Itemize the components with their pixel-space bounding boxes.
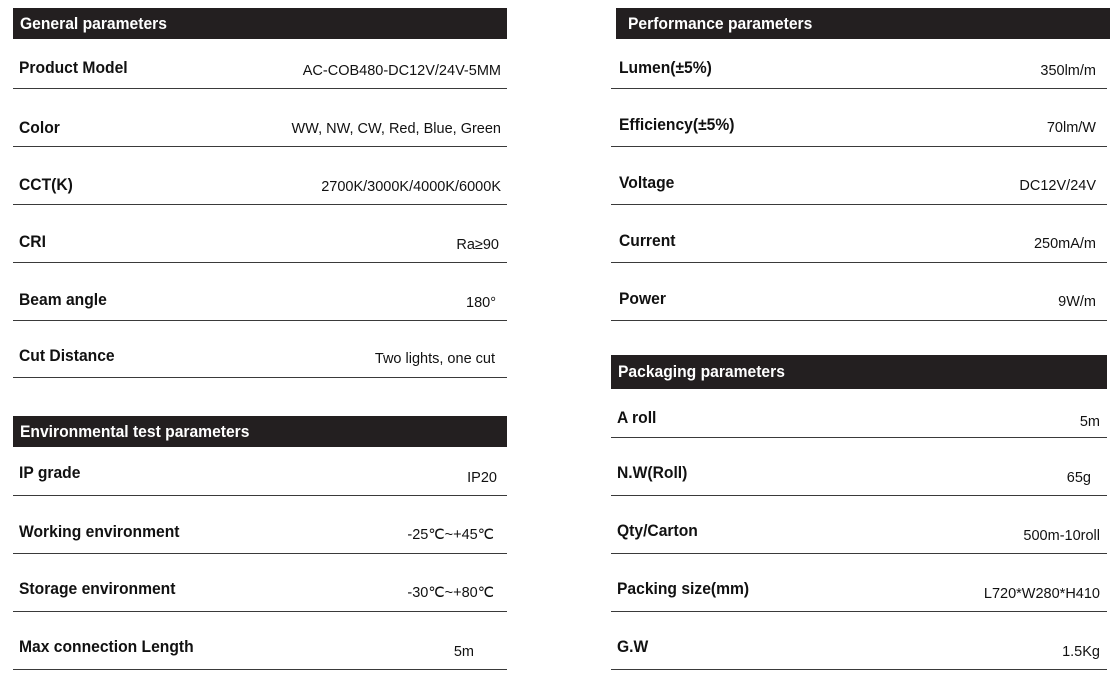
row-value: DC12V/24V bbox=[1019, 178, 1096, 194]
row-label: Color bbox=[19, 118, 60, 137]
table-row bbox=[13, 89, 507, 147]
table-row bbox=[611, 389, 1107, 438]
row-value: 250mA/m bbox=[1033, 236, 1096, 252]
row-label: Qty/Carton bbox=[617, 521, 698, 540]
row-value: 65g bbox=[1066, 470, 1091, 486]
row-value: 5m bbox=[453, 644, 474, 660]
packaging-parameters-title: Packaging parameters bbox=[618, 362, 785, 381]
row-value: 70lm/W bbox=[1046, 120, 1096, 136]
row-label: IP grade bbox=[19, 463, 81, 482]
row-value: 1.5Kg bbox=[1062, 644, 1100, 660]
row-label: Power bbox=[619, 289, 666, 308]
table-row bbox=[13, 263, 507, 321]
row-label: Beam angle bbox=[19, 290, 107, 309]
row-label: CCT(K) bbox=[19, 175, 73, 194]
row-label: CRI bbox=[19, 232, 46, 251]
row-label: N.W(Roll) bbox=[617, 463, 688, 482]
row-label: Current bbox=[619, 231, 676, 250]
row-label: Voltage bbox=[619, 173, 675, 192]
table-row bbox=[611, 31, 1107, 89]
row-value: -25℃~+45℃ bbox=[407, 527, 494, 543]
row-value: L720*W280*H410 bbox=[983, 586, 1100, 602]
row-label: Working environment bbox=[19, 522, 180, 541]
table-row bbox=[611, 496, 1107, 554]
table-row bbox=[611, 147, 1107, 205]
table-row bbox=[611, 263, 1107, 321]
row-value: Two lights, one cut bbox=[374, 351, 495, 367]
row-value: 5m bbox=[1079, 414, 1100, 430]
row-label: Efficiency(±5%) bbox=[619, 115, 735, 134]
performance-parameters-title: Performance parameters bbox=[628, 14, 813, 33]
general-parameters-title: General parameters bbox=[20, 14, 167, 33]
environmental-parameters-title: Environmental test parameters bbox=[20, 422, 250, 441]
row-value: 500m-10roll bbox=[1023, 528, 1100, 544]
packaging-parameters-header bbox=[611, 355, 1107, 389]
row-value: -30℃~+80℃ bbox=[407, 585, 494, 601]
row-value: Ra≥90 bbox=[456, 237, 499, 253]
table-row bbox=[13, 321, 507, 378]
row-value: 350lm/m bbox=[1040, 63, 1096, 79]
table-row bbox=[611, 612, 1107, 670]
table-row bbox=[13, 554, 507, 612]
table-row bbox=[611, 205, 1107, 263]
row-label: Packing size(mm) bbox=[617, 579, 750, 598]
row-value: 180° bbox=[466, 295, 496, 311]
row-label: Cut Distance bbox=[19, 346, 115, 365]
row-label: G.W bbox=[617, 637, 649, 656]
row-label: Lumen(±5%) bbox=[619, 58, 712, 77]
row-label: Max connection Length bbox=[19, 637, 194, 656]
row-value: WW, NW, CW, Red, Blue, Green bbox=[291, 121, 501, 137]
row-value: AC-COB480-DC12V/24V-5MM bbox=[302, 63, 501, 79]
row-label: Storage environment bbox=[19, 579, 176, 598]
row-label: A roll bbox=[617, 408, 657, 427]
table-row bbox=[13, 447, 507, 496]
table-row bbox=[13, 147, 507, 205]
table-row bbox=[13, 612, 507, 670]
environmental-parameters-header bbox=[13, 416, 507, 447]
table-row bbox=[13, 205, 507, 263]
row-value: 9W/m bbox=[1058, 294, 1096, 310]
row-value: 2700K/3000K/4000K/6000K bbox=[321, 179, 501, 195]
table-row bbox=[611, 438, 1107, 496]
row-value: IP20 bbox=[467, 470, 497, 486]
table-row bbox=[611, 89, 1107, 147]
table-row bbox=[611, 554, 1107, 612]
table-row bbox=[13, 496, 507, 554]
row-label: Product Model bbox=[19, 58, 128, 77]
table-row bbox=[13, 31, 507, 89]
